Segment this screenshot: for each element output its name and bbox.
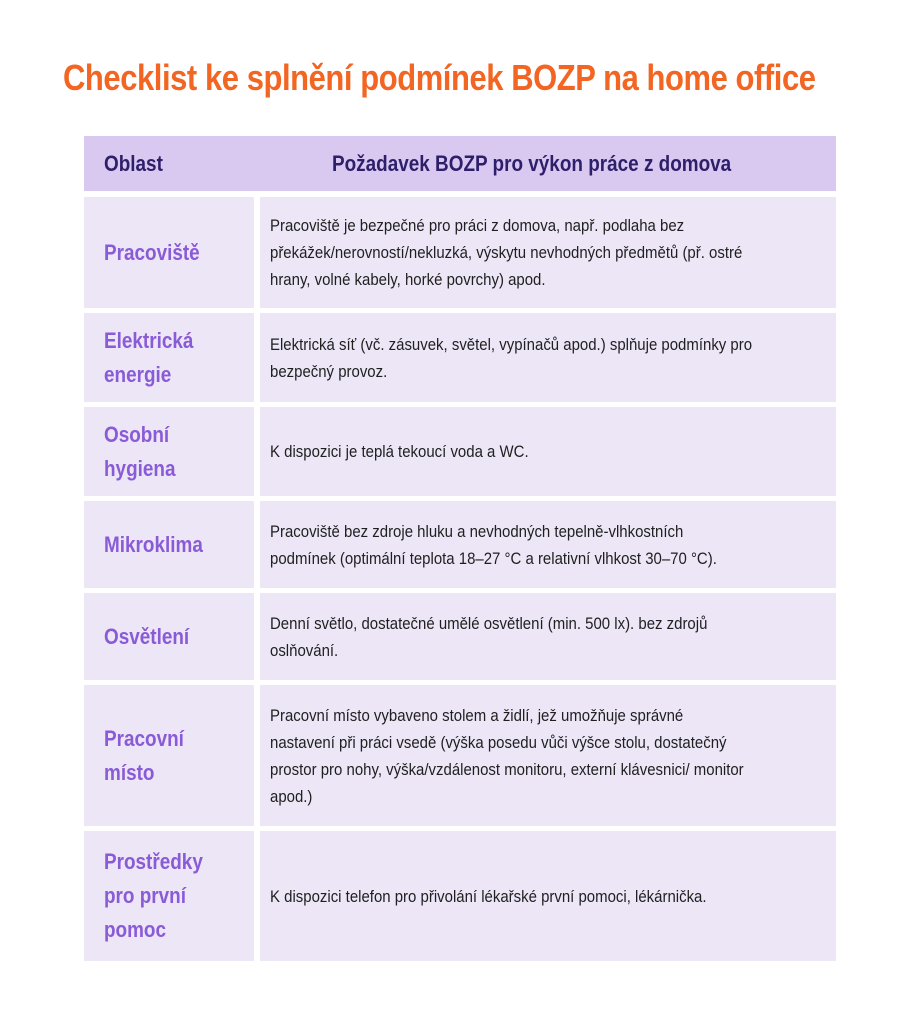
table-row: [84, 501, 836, 588]
area-label: Mikroklima: [104, 531, 203, 557]
area-label: Osobní hygiena: [104, 421, 176, 481]
bozp-checklist-table: [84, 136, 836, 966]
area-cell: [84, 313, 254, 402]
requirement-cell: [260, 407, 836, 496]
requirement-text: K dispozici je teplá tekoucí voda a WC.: [270, 442, 529, 461]
table-row: [84, 593, 836, 680]
table-header-row: [84, 136, 836, 191]
requirement-cell: [260, 197, 836, 308]
area-cell: [84, 831, 254, 961]
requirement-text: Pracoviště bez zdroje hluku a nevhodných tepelně-vlhkostních podmínek (optimální teplota 18–27 °C a relativní vlhkost 30–70 °C).: [270, 521, 717, 568]
requirement-text: Pracoviště je bezpečné pro práci z domova, např. podlaha bez překážek/nerovností/nekluzká, výskytu nevhodných předmětů (př. ostré hrany, volné kabely, horké povrchy) apod.: [270, 216, 743, 289]
area-cell: [84, 407, 254, 496]
area-cell: [84, 501, 254, 588]
area-label: Osvětlení: [104, 623, 190, 649]
requirement-cell: [260, 831, 836, 961]
header-requirement-label: Požadavek BOZP pro výkon práce z domova: [332, 150, 732, 176]
table-row: [84, 685, 836, 826]
page-title: Checklist ke splnění podmínek BOZP na home office: [63, 57, 816, 98]
requirement-cell: [260, 685, 836, 826]
requirement-text: K dispozici telefon pro přivolání lékařské první pomoci, lékárnička.: [270, 886, 707, 906]
requirement-cell: [260, 593, 836, 680]
area-cell: [84, 197, 254, 308]
area-label: Prostředky pro první pomoc: [104, 849, 203, 942]
table-row: [84, 407, 836, 496]
requirement-cell: [260, 501, 836, 588]
table-row: [84, 197, 836, 308]
area-label: Elektrická energie: [104, 327, 194, 387]
area-cell: [84, 685, 254, 826]
table-row: [84, 313, 836, 402]
header-area-label: Oblast: [104, 150, 163, 176]
area-label: Pracoviště: [104, 239, 200, 265]
header-requirement: [260, 136, 836, 191]
requirement-text: Denní světlo, dostatečné umělé osvětlení (min. 500 lx). bez zdrojů oslňování.: [270, 613, 708, 660]
requirement-cell: [260, 313, 836, 402]
requirement-text: Elektrická síť (vč. zásuvek, světel, vypínačů apod.) splňuje podmínky pro bezpečný provoz.: [270, 334, 753, 381]
table-row: [84, 831, 836, 961]
area-label: Pracovní místo: [104, 725, 184, 785]
header-area: [84, 136, 260, 191]
requirement-text: Pracovní místo vybaveno stolem a židlí, jež umožňuje správné nastavení při práci vsedě (výška posedu vůči výšce stolu, dostatečný prostor pro nohy, výška/vzdálenost monitoru, externí klávesnici/ monitor apod.): [270, 705, 744, 806]
area-cell: [84, 593, 254, 680]
